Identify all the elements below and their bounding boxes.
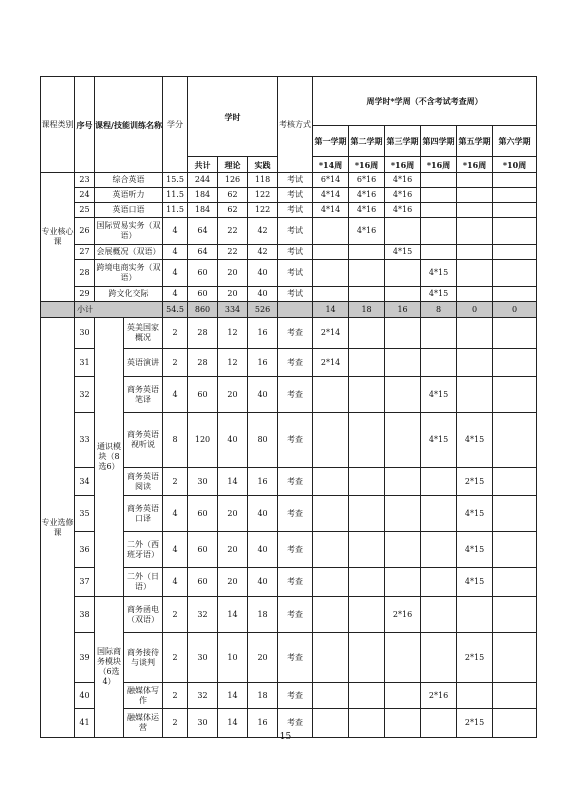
- course-semester-hours: [457, 377, 493, 413]
- core-course-rows: [41, 173, 537, 302]
- course-name: 融媒体写作: [124, 683, 163, 709]
- course-seq: 37: [75, 568, 95, 597]
- course-credits: 4: [163, 377, 188, 413]
- course-hours-total: 60: [188, 377, 218, 413]
- course-name: 国际贸易实务（双语）: [95, 218, 163, 245]
- subtotal-assessment: [278, 302, 313, 318]
- course-semester-hours: 4*16: [349, 218, 385, 245]
- course-semester-hours: [457, 597, 493, 633]
- course-semester-hours: [421, 245, 457, 260]
- course-seq: 24: [75, 188, 95, 203]
- header-weekly-hours: 周学时*学周（不含考试考查周）: [313, 77, 537, 126]
- course-hours-total: 60: [188, 496, 218, 532]
- course-seq: 33: [75, 413, 95, 468]
- course-hours-theory: 22: [218, 218, 248, 245]
- course-name: 商务英语笔译: [124, 377, 163, 413]
- course-hours-total: 184: [188, 188, 218, 203]
- header-name: 课程/技能训练名称: [95, 77, 163, 173]
- course-hours-total: 32: [188, 597, 218, 633]
- course-semester-hours: [493, 496, 537, 532]
- course-semester-hours: [421, 568, 457, 597]
- table-row: [41, 203, 537, 218]
- course-semester-hours: [349, 245, 385, 260]
- course-semester-hours: [421, 203, 457, 218]
- course-name: 英美国家概况: [124, 318, 163, 349]
- course-semester-hours: [385, 349, 421, 377]
- course-name: 商务英语阅读: [124, 468, 163, 496]
- course-semester-hours: [493, 173, 537, 188]
- course-assessment: 考试: [278, 260, 313, 287]
- course-assessment: 考查: [278, 532, 313, 568]
- header-semester-name: 第一学期: [313, 126, 349, 157]
- course-credits: 4: [163, 287, 188, 302]
- course-semester-hours: [385, 287, 421, 302]
- subtotal-semester: 8: [421, 302, 457, 318]
- course-hours-theory: 20: [218, 260, 248, 287]
- course-hours-practice: 122: [248, 203, 278, 218]
- course-semester-hours: [493, 413, 537, 468]
- module-label: 国际商务模块（6选4）: [95, 597, 124, 738]
- course-hours-practice: 40: [248, 496, 278, 532]
- course-credits: 2: [163, 318, 188, 349]
- course-hours-theory: 20: [218, 532, 248, 568]
- course-assessment: 考试: [278, 173, 313, 188]
- course-name: 二外（西班牙语）: [124, 532, 163, 568]
- course-semester-hours: [313, 377, 349, 413]
- course-hours-total: 60: [188, 568, 218, 597]
- header-semester-name: 第四学期: [421, 126, 457, 157]
- course-semester-hours: [349, 597, 385, 633]
- course-semester-hours: [385, 377, 421, 413]
- course-seq: 31: [75, 349, 95, 377]
- course-hours-theory: 126: [218, 173, 248, 188]
- subtotal-theory: 334: [218, 302, 248, 318]
- course-hours-theory: 14: [218, 709, 248, 738]
- course-semester-hours: 4*16: [349, 203, 385, 218]
- course-hours-total: 32: [188, 683, 218, 709]
- course-hours-total: 28: [188, 349, 218, 377]
- course-semester-hours: [493, 683, 537, 709]
- header-semester-name: 第二学期: [349, 126, 385, 157]
- table-row: [41, 318, 537, 349]
- course-hours-practice: 16: [248, 468, 278, 496]
- course-semester-hours: 4*15: [385, 245, 421, 260]
- course-semester-hours: [385, 568, 421, 597]
- course-semester-hours: [457, 245, 493, 260]
- course-semester-hours: [313, 245, 349, 260]
- course-hours-practice: 40: [248, 377, 278, 413]
- course-credits: 4: [163, 532, 188, 568]
- course-hours-theory: 14: [218, 597, 248, 633]
- course-semester-hours: 4*15: [421, 287, 457, 302]
- course-hours-total: 30: [188, 633, 218, 683]
- course-assessment: 考查: [278, 377, 313, 413]
- course-semester-hours: 4*15: [457, 496, 493, 532]
- course-name: 商务英语视听说: [124, 413, 163, 468]
- course-semester-hours: [421, 173, 457, 188]
- course-semester-hours: [349, 377, 385, 413]
- header-assessment: 考核方式: [278, 77, 313, 173]
- course-semester-hours: [493, 203, 537, 218]
- course-hours-practice: 18: [248, 683, 278, 709]
- course-name: 会展概况（双语）: [95, 245, 163, 260]
- course-semester-hours: 4*16: [385, 203, 421, 218]
- course-semester-hours: [457, 349, 493, 377]
- course-semester-hours: [313, 683, 349, 709]
- course-semester-hours: [349, 318, 385, 349]
- course-credits: 2: [163, 468, 188, 496]
- curriculum-table: [40, 76, 537, 738]
- header-credits: 学分: [163, 77, 188, 173]
- header-semester-name: 第六学期: [493, 126, 537, 157]
- course-semester-hours: [457, 173, 493, 188]
- course-hours-theory: 22: [218, 245, 248, 260]
- course-semester-hours: 2*15: [457, 468, 493, 496]
- course-semester-hours: [493, 287, 537, 302]
- header-semester-weeks: *14周: [313, 157, 349, 173]
- course-semester-hours: [385, 468, 421, 496]
- course-semester-hours: [313, 496, 349, 532]
- subtotal-practice: 526: [248, 302, 278, 318]
- course-assessment: 考查: [278, 633, 313, 683]
- course-semester-hours: 2*15: [457, 633, 493, 683]
- course-hours-total: 30: [188, 709, 218, 738]
- course-credits: 4: [163, 568, 188, 597]
- header-semester-weeks: *10周: [493, 157, 537, 173]
- course-name: 英语演讲: [124, 349, 163, 377]
- header-hours-total: 共计: [188, 157, 218, 173]
- course-semester-hours: 4*16: [385, 188, 421, 203]
- course-credits: 2: [163, 349, 188, 377]
- course-hours-total: 244: [188, 173, 218, 188]
- course-semester-hours: [385, 260, 421, 287]
- course-semester-hours: 2*15: [457, 709, 493, 738]
- course-hours-practice: 118: [248, 173, 278, 188]
- header-semester-weeks: *16周: [385, 157, 421, 173]
- subtotal-semester: 18: [349, 302, 385, 318]
- header-semester-weeks: *16周: [457, 157, 493, 173]
- course-semester-hours: 2*16: [385, 597, 421, 633]
- course-name: 融媒体运营: [124, 709, 163, 738]
- course-semester-hours: [457, 260, 493, 287]
- course-semester-hours: 4*14: [313, 203, 349, 218]
- course-semester-hours: 4*14: [313, 188, 349, 203]
- table-row: [41, 188, 537, 203]
- course-semester-hours: 2*16: [421, 683, 457, 709]
- course-seq: 23: [75, 173, 95, 188]
- course-semester-hours: [349, 532, 385, 568]
- course-semester-hours: [349, 260, 385, 287]
- subtotal-semester: 0: [493, 302, 537, 318]
- course-semester-hours: [421, 349, 457, 377]
- header-semester-weeks: *16周: [349, 157, 385, 173]
- course-semester-hours: 4*16: [385, 173, 421, 188]
- course-semester-hours: [457, 218, 493, 245]
- course-hours-theory: 20: [218, 496, 248, 532]
- course-semester-hours: [385, 633, 421, 683]
- course-seq: 30: [75, 318, 95, 349]
- course-semester-hours: [421, 496, 457, 532]
- course-hours-practice: 122: [248, 188, 278, 203]
- course-seq: 38: [75, 597, 95, 633]
- course-seq: 39: [75, 633, 95, 683]
- elective-course-rows: [41, 318, 537, 738]
- course-hours-practice: 40: [248, 532, 278, 568]
- course-hours-practice: 40: [248, 568, 278, 597]
- table-row: [41, 597, 537, 633]
- course-assessment: 考试: [278, 203, 313, 218]
- course-semester-hours: [349, 413, 385, 468]
- course-semester-hours: [421, 468, 457, 496]
- course-credits: 2: [163, 633, 188, 683]
- course-credits: 4: [163, 496, 188, 532]
- course-seq: 34: [75, 468, 95, 496]
- course-semester-hours: [385, 413, 421, 468]
- course-semester-hours: 4*16: [349, 188, 385, 203]
- course-assessment: 考试: [278, 287, 313, 302]
- course-seq: 35: [75, 496, 95, 532]
- course-name: 商务接待与谈判: [124, 633, 163, 683]
- course-semester-hours: 2*14: [313, 318, 349, 349]
- course-semester-hours: [493, 318, 537, 349]
- course-semester-hours: [421, 633, 457, 683]
- course-semester-hours: [493, 377, 537, 413]
- subtotal-row: [41, 302, 537, 318]
- course-hours-total: 64: [188, 218, 218, 245]
- course-semester-hours: 4*15: [421, 377, 457, 413]
- course-credits: 11.5: [163, 188, 188, 203]
- course-semester-hours: 2*14: [313, 349, 349, 377]
- category-label: 专业选修课: [41, 318, 75, 738]
- course-semester-hours: [349, 468, 385, 496]
- course-credits: 4: [163, 260, 188, 287]
- course-hours-practice: 18: [248, 597, 278, 633]
- course-hours-total: 60: [188, 260, 218, 287]
- course-assessment: 考查: [278, 709, 313, 738]
- course-assessment: 考试: [278, 218, 313, 245]
- course-semester-hours: [493, 532, 537, 568]
- course-semester-hours: [457, 683, 493, 709]
- course-seq: 25: [75, 203, 95, 218]
- course-semester-hours: 4*15: [457, 532, 493, 568]
- module-label: 通识模块（8选6）: [95, 318, 124, 597]
- course-assessment: 考查: [278, 349, 313, 377]
- course-hours-practice: 40: [248, 260, 278, 287]
- course-semester-hours: [313, 260, 349, 287]
- course-hours-practice: 20: [248, 633, 278, 683]
- course-hours-practice: 40: [248, 287, 278, 302]
- course-hours-total: 30: [188, 468, 218, 496]
- course-name: 商务函电（双语）: [124, 597, 163, 633]
- course-assessment: 考试: [278, 188, 313, 203]
- course-assessment: 考查: [278, 496, 313, 532]
- course-hours-theory: 20: [218, 287, 248, 302]
- course-semester-hours: [457, 287, 493, 302]
- course-seq: 27: [75, 245, 95, 260]
- course-credits: 15.5: [163, 173, 188, 188]
- course-hours-theory: 10: [218, 633, 248, 683]
- course-credits: 8: [163, 413, 188, 468]
- category-label: 专业核心课: [41, 173, 75, 302]
- header-category: 课程类别: [41, 77, 75, 173]
- header-seq: 序号: [75, 77, 95, 173]
- course-credits: 11.5: [163, 203, 188, 218]
- course-credits: 2: [163, 683, 188, 709]
- course-seq: 40: [75, 683, 95, 709]
- course-semester-hours: [313, 287, 349, 302]
- course-credits: 2: [163, 709, 188, 738]
- course-semester-hours: [493, 597, 537, 633]
- subtotal-semester: 0: [457, 302, 493, 318]
- course-assessment: 考查: [278, 568, 313, 597]
- course-semester-hours: [385, 683, 421, 709]
- course-semester-hours: [313, 413, 349, 468]
- course-semester-hours: [493, 188, 537, 203]
- header-hours-practice: 实践: [248, 157, 278, 173]
- course-assessment: 考试: [278, 245, 313, 260]
- course-semester-hours: [385, 218, 421, 245]
- course-semester-hours: [349, 683, 385, 709]
- course-semester-hours: [457, 318, 493, 349]
- subtotal-semester: 14: [313, 302, 349, 318]
- subtotal-label: 小计: [75, 302, 163, 318]
- course-hours-practice: 16: [248, 349, 278, 377]
- course-semester-hours: [493, 245, 537, 260]
- course-seq: 32: [75, 377, 95, 413]
- course-assessment: 考查: [278, 597, 313, 633]
- course-semester-hours: [457, 188, 493, 203]
- course-name: 二外（日语）: [124, 568, 163, 597]
- course-seq: 26: [75, 218, 95, 245]
- course-assessment: 考查: [278, 683, 313, 709]
- course-semester-hours: [493, 468, 537, 496]
- course-hours-practice: 80: [248, 413, 278, 468]
- course-semester-hours: [349, 496, 385, 532]
- course-semester-hours: [385, 318, 421, 349]
- course-semester-hours: [421, 318, 457, 349]
- course-semester-hours: [313, 532, 349, 568]
- header-hours: 学时: [188, 77, 278, 157]
- table-row: [41, 173, 537, 188]
- course-hours-total: 60: [188, 287, 218, 302]
- course-hours-theory: 20: [218, 377, 248, 413]
- course-hours-practice: 16: [248, 318, 278, 349]
- course-name: 英语听力: [95, 188, 163, 203]
- course-seq: 29: [75, 287, 95, 302]
- course-hours-theory: 12: [218, 349, 248, 377]
- course-name: 综合英语: [95, 173, 163, 188]
- subtotal-semester: 16: [385, 302, 421, 318]
- course-credits: 2: [163, 597, 188, 633]
- header-semester-weeks: *16周: [421, 157, 457, 173]
- course-name: 跨境电商实务（双语）: [95, 260, 163, 287]
- course-semester-hours: [385, 532, 421, 568]
- course-hours-practice: 16: [248, 709, 278, 738]
- header-semester-name: 第三学期: [385, 126, 421, 157]
- course-semester-hours: [349, 349, 385, 377]
- course-semester-hours: [349, 568, 385, 597]
- course-semester-hours: [493, 260, 537, 287]
- course-semester-hours: 4*15: [421, 260, 457, 287]
- course-semester-hours: [349, 633, 385, 683]
- page-number: 15: [279, 732, 292, 742]
- course-semester-hours: 6*16: [349, 173, 385, 188]
- course-hours-total: 64: [188, 245, 218, 260]
- course-hours-theory: 62: [218, 203, 248, 218]
- course-semester-hours: [421, 597, 457, 633]
- course-seq: 41: [75, 709, 95, 738]
- course-semester-hours: [457, 203, 493, 218]
- course-semester-hours: [313, 468, 349, 496]
- course-semester-hours: [493, 218, 537, 245]
- table-row: [41, 218, 537, 245]
- course-semester-hours: 4*15: [421, 413, 457, 468]
- course-hours-total: 28: [188, 318, 218, 349]
- course-hours-theory: 14: [218, 683, 248, 709]
- course-name: 跨文化交际: [95, 287, 163, 302]
- subtotal-total: 860: [188, 302, 218, 318]
- course-hours-theory: 12: [218, 318, 248, 349]
- course-credits: 4: [163, 245, 188, 260]
- course-hours-theory: 40: [218, 413, 248, 468]
- course-semester-hours: 6*14: [313, 173, 349, 188]
- course-credits: 4: [163, 218, 188, 245]
- course-hours-practice: 42: [248, 218, 278, 245]
- course-semester-hours: [313, 633, 349, 683]
- course-semester-hours: [493, 568, 537, 597]
- course-semester-hours: [313, 597, 349, 633]
- table-row: [41, 287, 537, 302]
- course-assessment: 考查: [278, 468, 313, 496]
- course-semester-hours: [349, 287, 385, 302]
- table-row: [41, 260, 537, 287]
- course-hours-total: 184: [188, 203, 218, 218]
- course-hours-practice: 42: [248, 245, 278, 260]
- course-semester-hours: [313, 218, 349, 245]
- subtotal-blank: [41, 302, 75, 318]
- course-seq: 36: [75, 532, 95, 568]
- course-semester-hours: 4*15: [457, 413, 493, 468]
- course-semester-hours: [493, 633, 537, 683]
- course-hours-total: 60: [188, 532, 218, 568]
- course-semester-hours: [493, 349, 537, 377]
- course-name: 英语口语: [95, 203, 163, 218]
- course-name: 商务英语口译: [124, 496, 163, 532]
- course-hours-theory: 14: [218, 468, 248, 496]
- course-semester-hours: [421, 532, 457, 568]
- header-hours-theory: 理论: [218, 157, 248, 173]
- table-row: [41, 245, 537, 260]
- subtotal-credits: 54.5: [163, 302, 188, 318]
- course-assessment: 考查: [278, 318, 313, 349]
- course-semester-hours: 4*15: [457, 568, 493, 597]
- course-seq: 28: [75, 260, 95, 287]
- course-semester-hours: [313, 568, 349, 597]
- course-semester-hours: [385, 496, 421, 532]
- course-semester-hours: [421, 218, 457, 245]
- course-hours-theory: 62: [218, 188, 248, 203]
- course-assessment: 考查: [278, 413, 313, 468]
- course-semester-hours: [421, 188, 457, 203]
- course-hours-total: 120: [188, 413, 218, 468]
- course-hours-theory: 20: [218, 568, 248, 597]
- header-semester-name: 第五学期: [457, 126, 493, 157]
